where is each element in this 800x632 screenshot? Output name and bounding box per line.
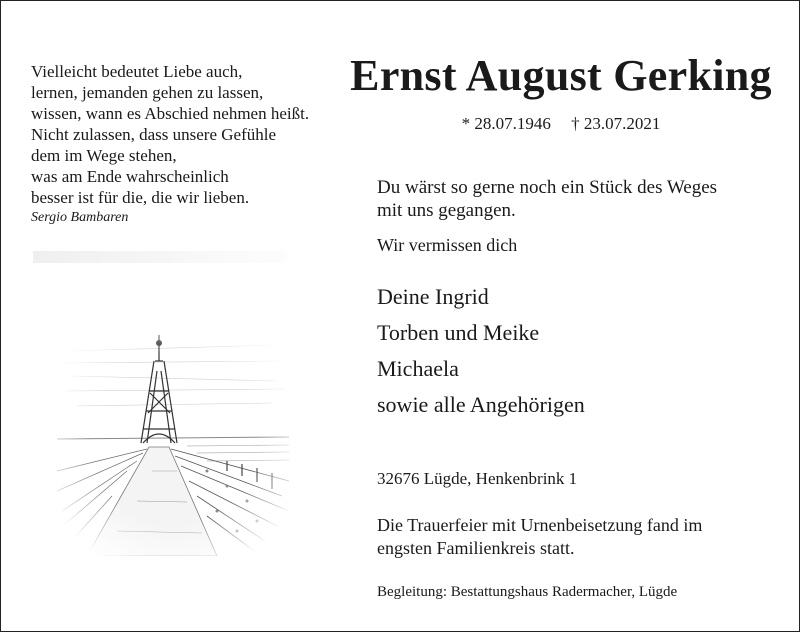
deceased-name: Ernst August Gerking — [350, 51, 772, 100]
poem-line: was am Ende wahrscheinlich — [31, 167, 229, 186]
poem-line: dem im Wege stehen, — [31, 146, 177, 165]
farewell-verse — [377, 176, 777, 222]
mourner-name: Torben und Meike — [377, 320, 540, 345]
funeral-notice — [377, 514, 787, 560]
notice-line: Die Trauerfeier mit Urnenbeisetzung fand im — [377, 515, 703, 535]
poem-line: Nicht zulassen, dass unsere Gefühle — [31, 125, 277, 144]
poem-line: lernen, jemanden gehen zu lassen, — [31, 83, 264, 102]
mourner-name: Michaela — [377, 356, 459, 381]
miss-text: Wir vermissen dich — [377, 235, 518, 255]
family-address: 32676 Lügde, Henkenbrink 1 — [377, 469, 578, 488]
birth-date: * 28.07.1946 — [461, 114, 551, 133]
poem-line: besser ist für die, die wir lieben. — [31, 188, 250, 207]
poem — [31, 61, 351, 228]
life-dates — [341, 113, 781, 135]
poem-line: wissen, wann es Abschied nehmen heißt. — [31, 104, 310, 123]
mourner-name: Deine Ingrid — [377, 284, 489, 309]
poem-author: Sergio Bambaren — [31, 210, 129, 225]
beacon-sketch-image — [57, 321, 289, 556]
decorative-band — [33, 251, 289, 263]
mourner-name: sowie alle Angehörigen — [377, 392, 585, 417]
mourners-list — [377, 283, 777, 427]
notice-line: engsten Familienkreis statt. — [377, 538, 575, 558]
verse-line: Du wärst so gerne noch ein Stück des Weges — [377, 177, 718, 198]
verse-line: mit uns gegangen. — [377, 200, 516, 221]
funeral-home-credit: Begleitung: Bestattungshaus Radermacher, Lügde — [377, 584, 678, 600]
poem-line: Vielleicht bedeutet Liebe auch, — [31, 62, 243, 81]
death-date: † 23.07.2021 — [571, 114, 661, 133]
